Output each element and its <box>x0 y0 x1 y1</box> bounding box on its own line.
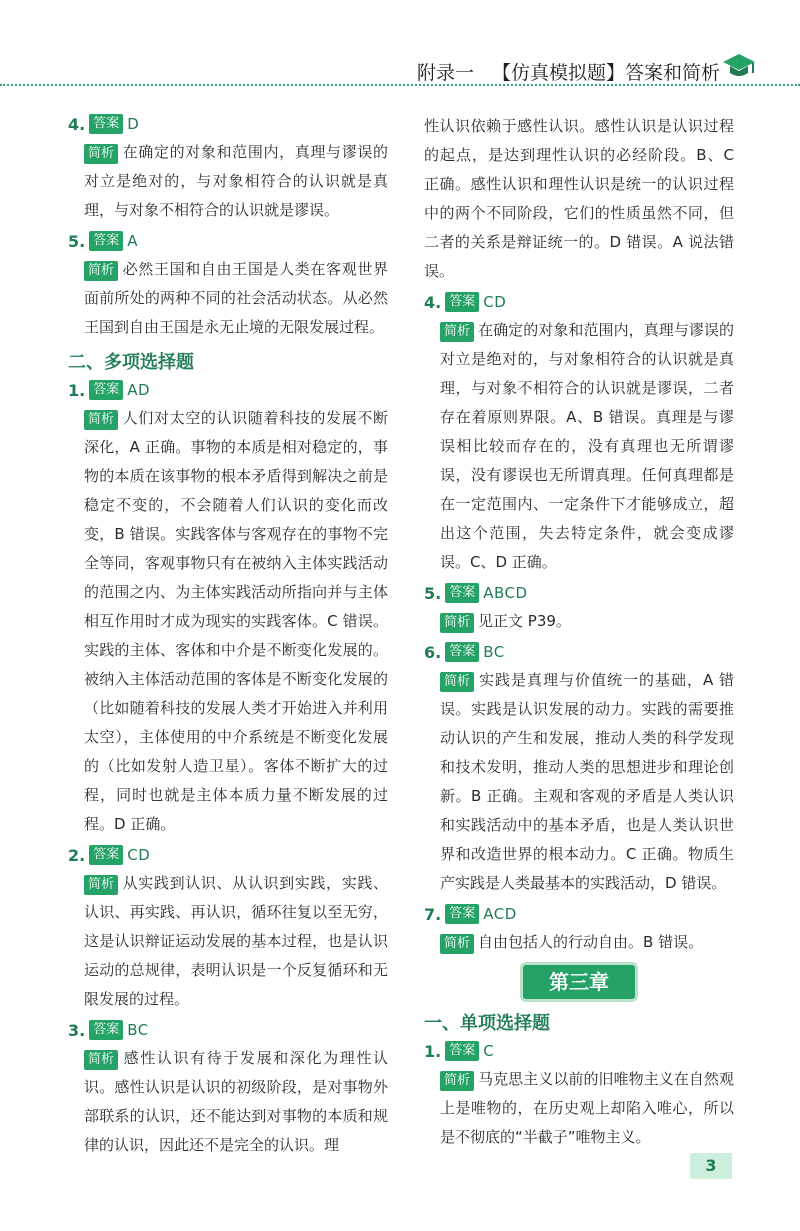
graduation-cap-icon <box>722 48 756 82</box>
answer-tag: 答案 <box>445 292 479 312</box>
page-number: 3 <box>690 1153 732 1179</box>
answer-tag: 答案 <box>89 231 123 251</box>
single-1-answer: 1. 答案 C <box>424 1041 495 1061</box>
chapter-title: 第三章 <box>523 965 635 999</box>
multi-7-analysis: 简析 自由包括人的行动自由。B 错误。 <box>440 928 734 957</box>
question-4-analysis: 简析 在确定的对象和范围内，真理与谬误的对立是绝对的，与对象相符合的认识就是真理，与对象不相符合的认识就是谬误。 <box>84 143 388 219</box>
answer-tag: 答案 <box>445 642 479 662</box>
appendix-label: 附录一 <box>416 62 474 84</box>
section-single-choice: 一、单项选择题 <box>424 1013 550 1034</box>
multi-1-analysis: 简析 人们对太空的认识随着科技的发展不断深化，A 正确。事物的本质是相对稳定的，事物的本质在该事物的根本矛盾得到解决之前是稳定不变的，不会随着人们认识的变化而改变，B 错误。实践客体与客观存在的事物不完全等同，客观事物只有在被纳入主体实践活动的范围之内、为主体实践活动所指向并与主体相互作用时才成为现实的实践客体。C 错误。实践的主体、客体和中介是不断变化发展的。被纳入主体活动范围的客体是不断变化发展的（比如随着科技的发展人类才开始进入并利用太空），主体使用的中介系统是不断变化发展的（比如发射人造卫星）。客体不断扩大的过程，同时也就是主体本质力量不断发展的过程。D 正确。 <box>84 409 388 833</box>
answer-tag: 答案 <box>89 114 123 134</box>
multi-6-answer: 6. 答案 BC <box>424 642 505 662</box>
section-multiple-choice: 二、多项选择题 <box>68 352 194 373</box>
question-5-analysis: 简析 必然王国和自由王国是人类在客观世界面前所处的两种不同的社会活动状态。从必然王国到自由王国是永无止境的无限发展过程。 <box>84 260 388 336</box>
multi-5-answer: 5. 答案 ABCD <box>424 583 528 603</box>
multi-4-analysis: 简析 在确定的对象和范围内，真理与谬误的对立是绝对的，与对象相符合的认识就是真理，与对象不相符合的认识就是谬误，二者存在着原则界限。A、B 错误。真理是与谬误相比较而存在的，没有真理也无所谓谬误，没有谬误也无所谓真理。任何真理都是在一定范围内、一定条件下才能够成立，超出这个范围，失去特定条件，就会变成谬误。C、D 正确。 <box>440 321 734 571</box>
analysis-tag: 简析 <box>84 875 118 895</box>
analysis-tag: 简析 <box>84 410 118 430</box>
analysis-tag: 简析 <box>440 1071 474 1091</box>
analysis-tag: 简析 <box>440 322 474 342</box>
answer-tag: 答案 <box>445 583 479 603</box>
answer-tag: 答案 <box>89 1020 123 1040</box>
answer-tag: 答案 <box>89 845 123 865</box>
analysis-tag: 简析 <box>84 261 118 281</box>
analysis-tag: 简析 <box>84 1050 118 1070</box>
multi-3-analysis: 简析 感性认识有待于发展和深化为理性认识。感性认识是认识的初级阶段，是对事物外部联系的认识，还不能达到对事物的本质和规律的认识，因此还不是完全的认识。理 <box>84 1049 388 1154</box>
answer-tag: 答案 <box>445 904 479 924</box>
question-5-answer: 5. 答案 A <box>68 231 138 251</box>
analysis-tag: 简析 <box>440 672 474 692</box>
analysis-tag: 简析 <box>440 934 474 954</box>
left-column <box>68 112 388 1166</box>
multi-2-answer: 2. 答案 CD <box>68 845 151 865</box>
multi-3-analysis-continued: 性认识依赖于感性认识。感性认识是认识过程的起点，是达到理性认识的必经阶段。B、C 正确。感性认识和理性认识是统一的认识过程中的两个不同阶段，它们的性质虽然不同，但二者的关系是辩证统一的。D 错误。A 说法错误。 <box>424 117 734 280</box>
multi-4-answer: 4. 答案 CD <box>424 292 507 312</box>
multi-5-analysis: 简析 见正文 P39。 <box>440 607 734 636</box>
multi-6-analysis: 简析 实践是真理与价值统一的基础，A 错误。实践是认识发展的动力。实践的需要推动认识的产生和发展，推动人类的科学发现和技术发明，推动人类的思想进步和理论创新。B 正确。主观和客观的矛盾是人类认识和实践活动中的基本矛盾，也是人类认识世界和改造世界的根本动力。C 正确。物质生产实践是人类最基本的实践活动，D 错误。 <box>440 671 734 892</box>
multi-3-answer: 3. 答案 BC <box>68 1020 149 1040</box>
analysis-tag: 简析 <box>440 613 474 633</box>
answer-tag: 答案 <box>445 1041 479 1061</box>
header-subtitle: 【仿真模拟题】答案和简析 <box>491 62 720 84</box>
answer-tag: 答案 <box>89 380 123 400</box>
single-1-analysis: 简析 马克思主义以前的旧唯物主义在自然观上是唯物的，在历史观上却陷入唯心，所以是不彻底的“半截子”唯物主义。 <box>440 1070 734 1146</box>
right-column <box>424 112 734 1158</box>
multi-7-answer: 7. 答案 ACD <box>424 904 517 924</box>
header-divider <box>0 84 800 86</box>
analysis-tag: 简析 <box>84 144 118 164</box>
header-title <box>417 58 720 85</box>
page-header <box>0 0 800 88</box>
multi-1-answer: 1. 答案 AD <box>68 380 151 400</box>
question-4-answer: 4. 答案 D <box>68 114 140 134</box>
multi-2-analysis: 简析 从实践到认识、从认识到实践，实践、认识、再实践、再认识，循环往复以至无穷，这是认识辩证运动发展的基本过程，也是认识运动的总规律，表明认识是一个反复循环和无限发展的过程。 <box>84 874 388 1008</box>
